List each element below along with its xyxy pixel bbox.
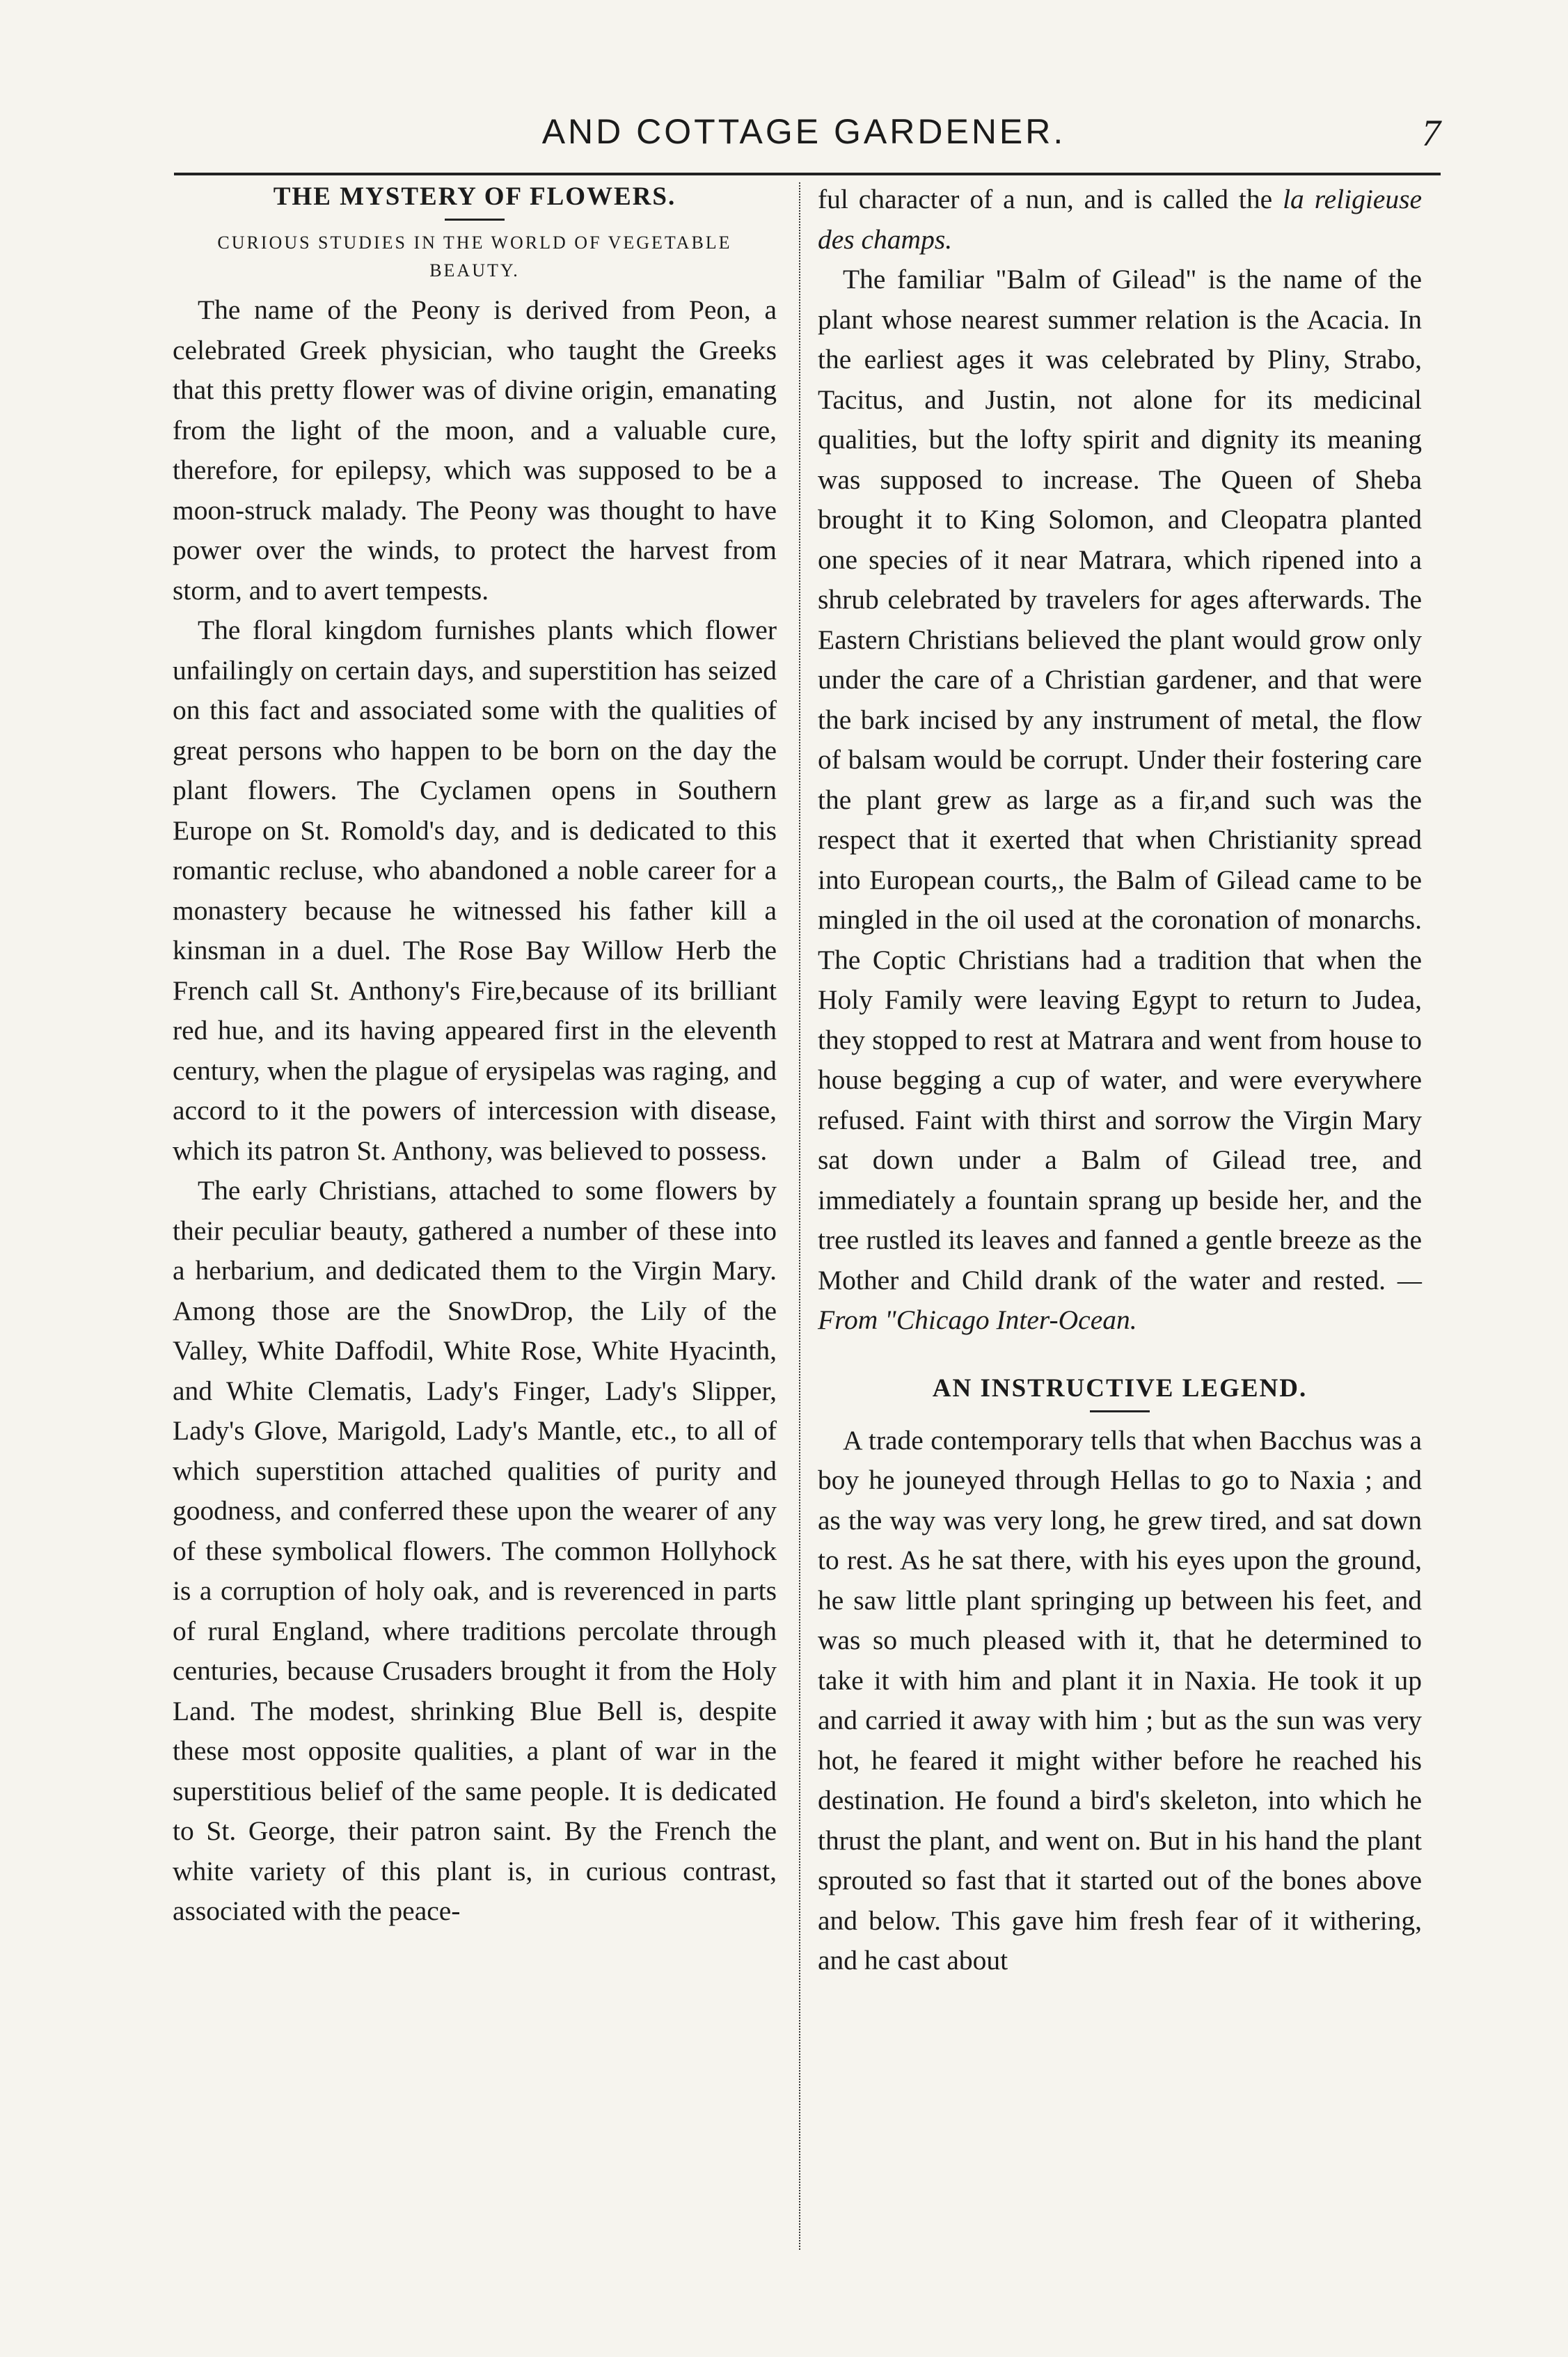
section-spacer (818, 1341, 1422, 1371)
article-paragraph-continued (818, 180, 1422, 260)
article-paragraph: The floral kingdom furnishes plants which flower unfailingly on certain days, and superstition has seized on this fact and associated some with the qualities of great persons who happen to be born on the day the plant flowers. The Cyclamen opens in Southern Europe on St. Romold's day, and is dedicated to this romantic recluse, who abandoned a noble career for a monastery because he witnessed his father kill a kinsman in a duel. The Rose Bay Willow Herb the French call St. Anthony's Fire,because of its brilliant red hue, and its having appeared first in the eleventh century, when the plague of erysipelas was raging, and accord to it the powers of intercession with disease, which its patron St. Anthony, was believed to possess. (173, 615, 777, 1166)
column-divider (799, 182, 800, 2250)
title-rule (1090, 1410, 1150, 1412)
source-credit: —From "Chicago Inter-Ocean. (818, 1264, 1422, 1335)
article-paragraph: The name of the Peony is derived from Peon, a celebrated Greek physician, who taught the Greeks that this pretty flower was of divine origin, emanating from the light of the moon, and a valuable cure, therefore, for epilepsy, which was supposed to be a moon-struck malady. The Peony was thought to have power over the winds, to protect the harvest from storm, and to avert tempests. (173, 294, 777, 606)
left-column (173, 180, 777, 1932)
article-paragraph (818, 260, 1422, 1341)
title-rule (445, 219, 505, 221)
page-number: 7 (1422, 112, 1441, 154)
legend-title: AN INSTRUCTIVE LEGEND. (932, 1373, 1308, 1403)
article-paragraph: The early Christians, attached to some flowers by their peculiar beauty, gathered a number of these into a herbarium, and dedicated them to the Virgin Mary. Among those are the SnowDrop, the Lily of the Valley, White Daffodil, White Rose, White Hyacinth, and White Clematis, Lady's Finger, Lady's Slipper, Lady's Glove, Marigold, Lady's Mantle, etc., to all of which superstition attached qualities of purity and goodness, and conferred these upon the wearer of any of these symbolical flowers. The common Hollyhock is a corruption of holy oak, and is reverenced in parts of rural England, where traditions percolate through centuries, because Crusaders brought it from the Holy Land. The modest, shrinking Blue Bell is, despite these most opposite qualities, a plant of war in the superstitious belief of the same people. It is dedicated to St. George, their patron saint. By the French the white variety of this plant is, in curious contrast, associated with the peace- (173, 1175, 777, 1926)
running-title: AND COTTAGE GARDENER. (541, 112, 1066, 151)
french-name: la religieuse des champs. (818, 184, 1422, 255)
article-subtitle: CURIOUS STUDIES IN THE WORLD OF VEGETABLE BEAUTY. (217, 232, 732, 281)
page-header (167, 111, 1441, 160)
balm-text: The familiar "Balm of Gilead" is the name of the plant whose nearest summer relation is the Acacia. In the earliest ages it was celebrated by Pliny, Strabo, Tacitus, and Justin, not alone for its medicinal qualities, but the lofty spirit and dignity its meaning was supposed to increase. The Queen of Sheba brought it to King Solomon, and Cleopatra planted one species of it near Matrara, which ripened into a shrub celebrated by travelers for ages afterwards. The Eastern Christians believed the plant would grow only under the care of a Christian gardener, and that were the bark incised by any instrument of metal, the flow of balsam would be corrupt. Under their fostering care the plant grew as large as a fir,and such was the respect that it exerted that when Christianity spread into European courts,, the Balm of Gilead came to be mingled in the oil used at the coronation of monarchs. The Coptic Christians had a tradition that when the Holy Family were leaving Egypt to return to Judea, they stopped to rest at Matrara and went from house to house begging a cup of water, and were everywhere refused. Faint with thirst and sorrow the Virgin Mary sat down under a Balm of Gilead tree, and immediately a fountain sprang up beside her, and the tree rustled its leaves and fanned a gentle breeze as the Mother and Child drank of the water and rested. (818, 264, 1422, 1295)
article-title: THE MYSTERY OF FLOWERS. (273, 182, 676, 211)
continued-text: ful character of a nun, and is called the (818, 184, 1273, 214)
right-column (818, 180, 1422, 1981)
header-rule (174, 173, 1441, 175)
legend-paragraph: A trade contemporary tells that when Bacchus was a boy he jouneyed through Hellas to go to Naxia ; and as the way was very long, he grew tired, and sat down to rest. As he sat there, with his eyes upon the ground, he saw little plant springing up between his feet, and was so much pleased with it, that he determined to take it with him and plant it in Naxia. He took it up and carried it away with him ; but as the sun was very hot, he feared it might wither before he reached his destination. He found a bird's skeleton, into which he thrust the plant, and went on. But in his hand the plant sprouted so fast that it started out of the bones above and below. This gave him fresh fear of it withering, and he cast about (818, 1424, 1422, 1976)
